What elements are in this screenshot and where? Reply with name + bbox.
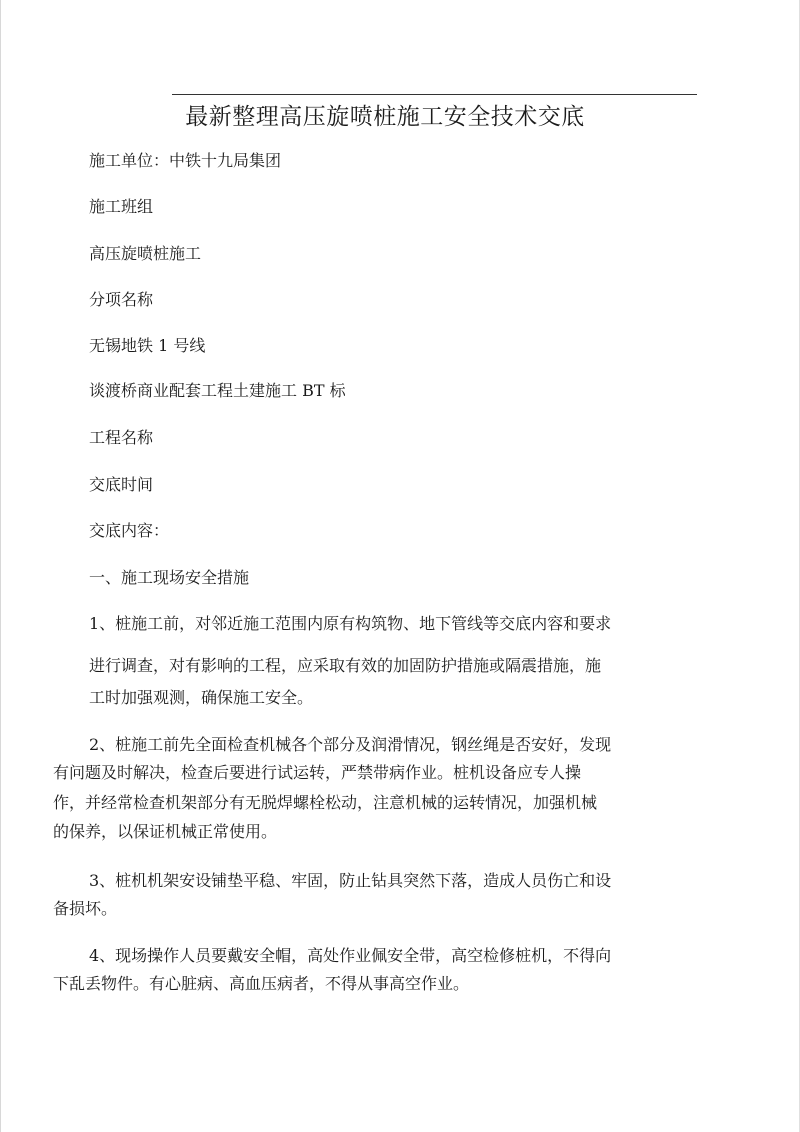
item-2-line-2: 有问题及时解决，检查后要进行试运转，严禁带病作业。桩机设备应专人操 xyxy=(53,763,582,782)
handover-content-label: 交底内容： xyxy=(89,521,170,540)
item-3-line-2: 备损坏。 xyxy=(53,899,118,918)
item-4-line-1: 4、现场操作人员要戴安全帽，高处作业佩安全带，高空检修桩机，不得向 xyxy=(89,946,612,965)
item-1-line-2: 进行调查，对有影响的工程，应采取有效的加固防护措施或隔震措施，施 xyxy=(89,656,602,675)
item-3-line-1: 3、桩机机架安设铺垫平稳、牢固，防止钻具突然下落，造成人员伤亡和设 xyxy=(89,871,612,890)
item-1-line-1: 1、桩施工前，对邻近施工范围内原有构筑物、地下管线等交底内容和要求 xyxy=(89,614,612,633)
handover-time-label: 交底时间 xyxy=(89,475,154,494)
construction-unit: 施工单位：中铁十九局集团 xyxy=(89,151,282,170)
document-title: 最新整理高压旋喷桩施工安全技术交底 xyxy=(185,104,585,130)
project-value-line-2: 谈渡桥商业配套工程土建施工 BT 标 xyxy=(89,381,346,400)
construction-team-label: 施工班组 xyxy=(89,197,154,216)
project-value-line-1: 无锡地铁 1 号线 xyxy=(89,336,206,355)
section-heading: 一、施工现场安全措施 xyxy=(89,568,250,587)
subitem-value: 高压旋喷桩施工 xyxy=(89,244,202,263)
item-2-line-3: 作，并经常检查机架部分有无脱焊螺栓松动，注意机械的运转情况，加强机械 xyxy=(53,793,598,812)
item-1-line-3: 工时加强观测，确保施工安全。 xyxy=(89,688,314,707)
project-name-label: 工程名称 xyxy=(89,428,154,447)
subitem-name-label: 分项名称 xyxy=(89,290,154,309)
page-edge-left xyxy=(0,0,1,1132)
item-2-line-1: 2、桩施工前先全面检查机械各个部分及润滑情况，钢丝绳是否安好，发现 xyxy=(89,735,612,754)
item-2-line-4: 的保养，以保证机械正常使用。 xyxy=(53,822,278,841)
header-rule xyxy=(172,94,697,95)
item-4-line-2: 下乱丢物件。有心脏病、高血压病者，不得从事高空作业。 xyxy=(53,974,470,993)
